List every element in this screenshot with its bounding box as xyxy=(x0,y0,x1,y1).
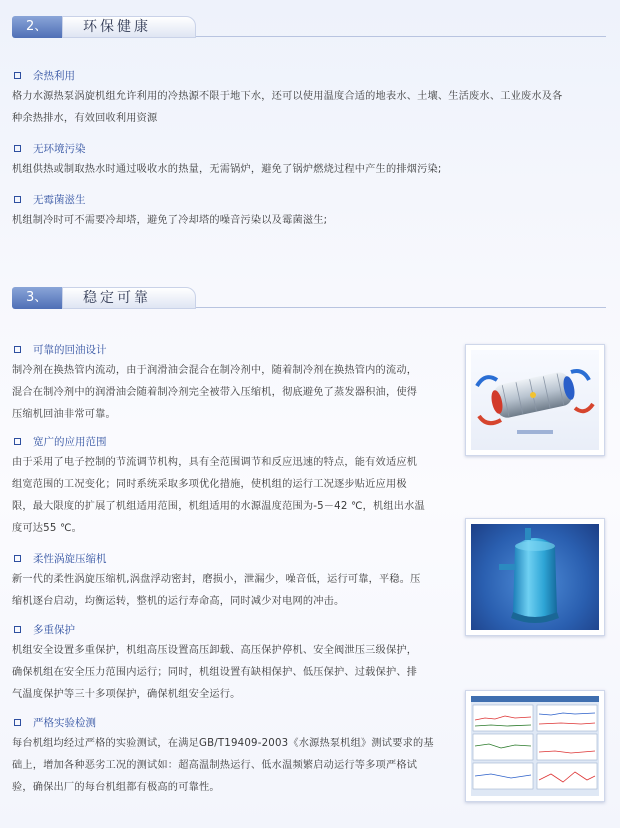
paragraph-line: 种余热排水，有效回收利用资源 xyxy=(12,113,158,124)
subheading-label: 柔性涡旋压缩机 xyxy=(33,553,107,565)
paragraph-line: 机组安全设置多重保护，机组高压设置高压卸载、高压保护停机、安全阀泄压三级保护， xyxy=(12,645,418,656)
square-outline-icon xyxy=(14,438,21,445)
heat-exchanger-illustration xyxy=(471,350,599,450)
subheading-label: 无环境污染 xyxy=(33,143,86,155)
paragraph-line: 气温度保护等三十多项保护，确保机组安全运行。 xyxy=(12,689,241,700)
compressor-image xyxy=(465,518,605,636)
subheading-label: 多重保护 xyxy=(33,624,75,636)
paragraph-no-mold xyxy=(12,210,327,232)
square-outline-icon xyxy=(14,719,21,726)
heat-exchanger-image xyxy=(465,344,605,456)
paragraph-no-pollution xyxy=(12,159,442,181)
subheading-label: 严格实验检测 xyxy=(33,717,96,729)
section-3-number: 3、 xyxy=(12,287,70,309)
section-3-divider xyxy=(196,307,606,308)
paragraph-line: 缩机逐台启动，均衡运转，整机的运行寿命高，同时减少对电网的冲击。 xyxy=(12,596,345,607)
section-3-header xyxy=(12,287,612,309)
subheading-oil-return xyxy=(14,342,107,357)
subheading-strict-testing xyxy=(14,715,96,730)
subheading-no-pollution xyxy=(14,141,86,156)
square-outline-icon xyxy=(14,196,21,203)
paragraph-line: 机组制冷时可不需要冷却塔，避免了冷却塔的噪音污染以及霉菌滋生; xyxy=(12,215,328,226)
section-3-title: 稳定可靠 xyxy=(62,287,196,309)
paragraph-line: 限，最大限度的扩展了机组适用范围，机组适用的水源温度范围为-5－42 ℃，机组出水温 xyxy=(12,501,425,512)
paragraph-line: 新一代的柔性涡旋压缩机,涡盘浮动密封，磨损小，泄漏少，噪音低，运行可靠，平稳。压 xyxy=(12,574,421,585)
square-outline-icon xyxy=(14,346,21,353)
test-monitor-image xyxy=(465,690,605,802)
subheading-no-mold xyxy=(14,192,86,207)
subheading-label: 无霉菌滋生 xyxy=(33,194,86,206)
test-charts-illustration xyxy=(471,696,599,796)
paragraph-line: 础上，增加各种恶劣工况的测试如：超高温制热运行、低水温频繁启动运行等多项严格试 xyxy=(12,760,418,771)
paragraph-line: 机组供热或制取热水时通过吸收水的热量，无需锅炉，避免了锅炉燃烧过程中产生的排烟污染; xyxy=(12,164,442,175)
compressor-illustration xyxy=(471,524,599,630)
square-outline-icon xyxy=(14,72,21,79)
paragraph-waste-heat xyxy=(12,86,563,130)
paragraph-line: 验，确保出厂的每台机组都有极高的可靠性。 xyxy=(12,782,220,793)
subheading-wide-range xyxy=(14,434,107,449)
paragraph-line: 度可达55 ℃。 xyxy=(12,523,82,534)
square-outline-icon xyxy=(14,145,21,152)
paragraph-line: 由于采用了电子控制的节流调节机构，具有全范围调节和反应迅速的特点，能有效适应机 xyxy=(12,457,418,468)
paragraph-line: 制冷剂在换热管内流动，由于润滑油会混合在制冷剂中，随着制冷剂在换热管内的流动， xyxy=(12,365,418,376)
paragraph-oil-return xyxy=(12,360,417,426)
paragraph-strict-testing xyxy=(12,733,434,799)
subheading-label: 可靠的回油设计 xyxy=(33,344,107,356)
square-outline-icon xyxy=(14,626,21,633)
paragraph-multi-protection xyxy=(12,640,417,706)
paragraph-line: 格力水源热泵涡旋机组允许利用的冷热源不限于地下水，还可以使用温度合适的地表水、土壤、生活废水、工业废水及各 xyxy=(12,91,563,102)
section-2-header xyxy=(12,16,612,38)
paragraph-scroll-compressor xyxy=(12,569,421,613)
subheading-waste-heat xyxy=(14,68,75,83)
paragraph-line: 组宽范围的工况变化；同时系统采取多项优化措施，使机组的运行工况逐步贴近应用极 xyxy=(12,479,407,490)
paragraph-line: 混合在制冷剂中的润滑油会随着制冷剂完全被带入压缩机，彻底避免了蒸发器积油，使得 xyxy=(12,387,418,398)
subheading-label: 余热利用 xyxy=(33,70,75,82)
subheading-scroll-compressor xyxy=(14,551,107,566)
section-2-divider xyxy=(196,36,606,37)
square-outline-icon xyxy=(14,555,21,562)
paragraph-line: 确保机组在安全压力范围内运行；同时，机组设置有缺相保护、低压保护、过载保护、排 xyxy=(12,667,418,678)
paragraph-wide-range xyxy=(12,452,425,540)
paragraph-line: 每台机组均经过严格的实验测试，在满足GB/T19409-2003《水源热泵机组》测试要求的基 xyxy=(12,738,434,749)
subheading-multi-protection xyxy=(14,622,75,637)
section-2-number: 2、 xyxy=(12,16,70,38)
subheading-label: 宽广的应用范围 xyxy=(33,436,107,448)
paragraph-line: 压缩机回油非常可靠。 xyxy=(12,409,116,420)
section-2-title: 环保健康 xyxy=(62,16,196,38)
